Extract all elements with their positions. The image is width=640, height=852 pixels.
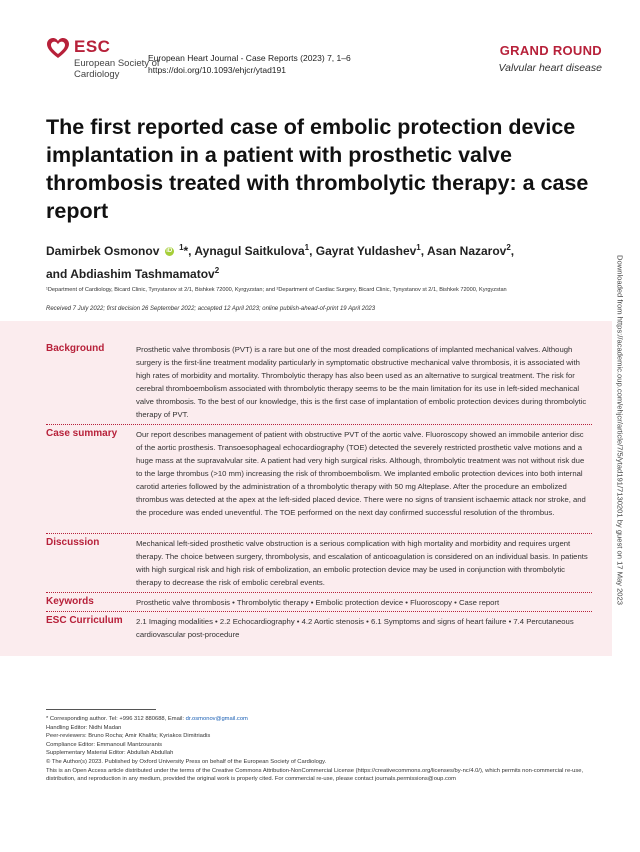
keywords-label: Keywords [46, 596, 94, 607]
author-affiliation-mark: 1 [304, 243, 310, 252]
author-name[interactable]: and Abdiashim Tashmamatov [46, 267, 215, 281]
corresponding-author [46, 715, 606, 724]
subsection-label: Valvular heart disease [498, 62, 602, 74]
structured-abstract [0, 321, 612, 656]
footnote-rule [46, 709, 156, 710]
supplementary-editor: Supplementary Material Editor: Abdullah Abdullah [46, 750, 174, 757]
discussion-text: Mechanical left-sided prosthetic valve obstruction is a serious complication with high mortality and morbidity and requires urgent therapy. The choice between surgery, thrombolysis, and escalation of anticoagulation is considered on an individual basis. In patients with high surgical risk and high risk of embolization, an embolic protection device may be used in conjunction with thrombolytic therapy to decrease the risk of embolic cerebral events. [136, 539, 588, 587]
heart-logo-icon [46, 37, 70, 61]
case-summary-label: Case summary [46, 428, 118, 439]
author-affiliation-mark: 1 [416, 243, 421, 252]
email-link[interactable]: dr.osmonov@gmail.com [185, 716, 248, 722]
author-name[interactable]: , Asan Nazarov [420, 244, 507, 258]
compliance-editor: Compliance Editor: Emmanouil Mantzouranis [46, 741, 162, 748]
logo-subtext: European Society of Cardiology [74, 58, 160, 80]
section-label: GRAND ROUND [499, 43, 602, 58]
author-list [46, 238, 606, 284]
author-name[interactable]: Aynagul Saitkulova [191, 244, 305, 258]
author-separator: , [510, 244, 515, 258]
license-notice: This is an Open Access article distributed under the terms of the Creative Commons Attribution-NonCommercial License (https://creativecommons.org/licenses/by-nc/4.0/), which permits non-commercial re-use, distribution, and reproduction in any medium, provided the original work is properly cited. For commercial re-use, please contact journals.permissions@oup.com [46, 767, 584, 783]
author-name[interactable]: Damirbek Osmonov [46, 244, 160, 258]
author-affiliation-mark: 1 [179, 243, 184, 252]
publication-dates: Received 7 July 2022; first decision 26 September 2022; accepted 12 April 2023; online publish-ahead-of-print 19 April 2023 [46, 306, 376, 312]
background-label: Background [46, 343, 105, 354]
corresponding-mark: *, [183, 244, 192, 258]
logo-text: ESC [74, 37, 111, 56]
article-type [498, 43, 602, 74]
handling-editor: Handling Editor: Nidhi Madan [46, 724, 122, 731]
author-name[interactable]: , Gayrat Yuldashev [309, 244, 417, 258]
discussion-label: Discussion [46, 537, 100, 548]
journal-info [148, 52, 351, 76]
doi-link[interactable]: https://doi.org/10.1093/ehjcr/ytad191 [148, 65, 286, 75]
peer-reviewers: Peer-reviewers: Bruno Rocha; Amir Khalifa; Kyriakos Dimitriadis [46, 733, 211, 740]
divider [46, 533, 592, 534]
affiliations: ¹Department of Cardiology, Bicard Clinic, Tynystanov st 2/1, Bishkek 72000, Kyrgyzstan; and ²Department of Cardiac Surgery, Bicard Clinic, Tynystanov st 2/1, Bishkek 72000, Kyrgyzstan [46, 287, 507, 293]
journal-citation: European Heart Journal - Case Reports (2023) 7, 1–6 [148, 53, 351, 63]
case-summary-text: Our report describes management of patient with obstructive PVT of the aortic valve. Fluoroscopy showed an immobile anterior disc of the aortic prosthesis. Transoesophageal echocardiography (TOE) detected the severely restricted prosthetic valve motions and a huge mass at the supravalvular site. A patient had very high surgical risks. Although, thrombolytic treatment was not without risk due to the large thrombus (>10 mm) increasing the risk of thromboembolism. We implanted embolic protection devices into both internal carotid arteries followed by the administration of a thrombolytic therapy with 50 mg Alteplase. After the procedure an embolized thrombus was detected at the apex at the left-sided placed device. There were no signs of transient ischaemic attack nor stroke, and the procedure was ended uneventful. The TOE performed on the next day confirmed successful resolution of the thrombus. [136, 430, 586, 517]
keywords-text: Prosthetic valve thrombosis • Thrombolytic therapy • Embolic protection device • Fluoroscopy • Case report [136, 598, 500, 607]
background-text: Prosthetic valve thrombosis (PVT) is a rare but one of the most dreaded complications of implanted mechanical valves. Although surgery is the first-line treatment modality particularly in symptomatic obstructive mechanical valve thrombosis, it is associated with high rates of morbidity and mortality. Thrombolytic therapy has also been used as an alternative to surgical treatment. The risk for cerebral thromboembolism associated with thrombolytic therapy seems to be the main limitation for its use in left-sided mechanical valve thrombosis. To the best of our knowledge, this is the first case of implantation of embolic protection devices during thrombolytic therapy of PVT. [136, 345, 587, 419]
esc-logo [46, 36, 160, 82]
download-note-text: Downloaded from https://academic.oup.com/ehjcr/article/7/5/ytad191/7130201 by guest on 17 May 2023 [615, 255, 625, 605]
author-affiliation-mark: 2 [506, 243, 511, 252]
divider [46, 611, 592, 612]
footnotes [46, 715, 606, 784]
esc-curriculum-text: 2.1 Imaging modalities • 2.2 Echocardiography • 4.2 Aortic stenosis • 6.1 Symptoms and signs of heart failure • 7.4 Percutaneous cardiovascular post-procedure [136, 617, 574, 639]
esc-curriculum-label: ESC Curriculum [46, 615, 123, 626]
corresponding-author-text: * Corresponding author. Tel: +996 312 880688, Email: [46, 716, 186, 722]
download-note [612, 230, 628, 630]
divider [46, 592, 592, 593]
article-title: The first reported case of embolic protection device implantation in a patient with prosthetic valve thrombosis treated with thrombolytic therapy: a case report [46, 115, 589, 223]
divider [46, 424, 592, 425]
copyright-notice: © The Author(s) 2023. Published by Oxford University Press on behalf of the European Society of Cardiology. [46, 758, 327, 765]
orcid-icon[interactable]: iD [166, 248, 173, 255]
author-affiliation-mark: 2 [214, 266, 220, 275]
